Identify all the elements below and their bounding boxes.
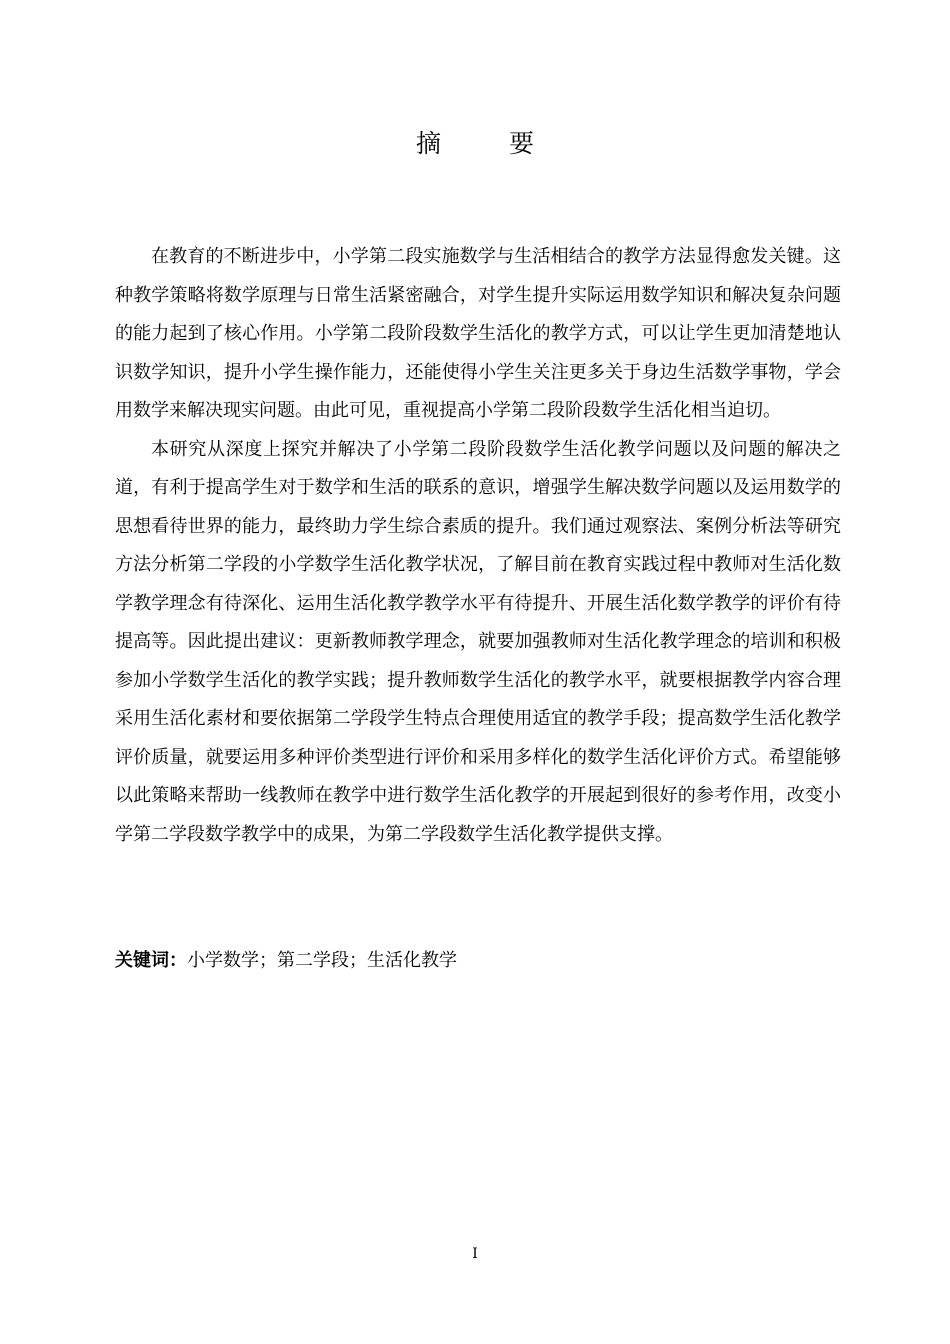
keywords-line [115,946,457,976]
abstract-paragraph: 在教育的不断进步中，小学第二段实施数学与生活相结合的教学方法显得愈发关键。这种教学策略将数学原理与日常生活紧密融合，对学生提升实际运用数学知识和解决复杂问题的能力起到了核心作用。小学第二段阶段数学生活化的教学方式，可以让学生更加清楚地认识数学知识，提升小学生操作能力，还能使得小学生关注更多关于身边生活数学事物，学会用数学来解决现实问题。由此可见，重视提高小学第二段阶段数学生活化相当迫切。 [115,246,841,421]
page-number: I [472,1246,478,1262]
keywords-text: 小学数学；第二学段；生活化教学 [187,950,457,971]
page-title: 摘 要 [416,129,564,158]
keywords-label: 关键词： [115,950,187,971]
abstract-body [115,238,841,854]
abstract-paragraph: 本研究从深度上探究并解决了小学第二段阶段数学生活化教学问题以及问题的解决之道，有利于提高学生对于数学和生活的联系的意识，增强学生解决数学问题以及运用数学的思想看待世界的能力，最终助力学生综合素质的提升。我们通过观察法、案例分析法等研究方法分析第二学段的小学数学生活化教学状况，了解目前在教育实践过程中教师对生活化数学教学理念有待深化、运用生活化教学教学水平有待提升、开展生活化数学教学的评价有待提高等。因此提出建议：更新教师教学理念，就要加强教师对生活化教学理念的培训和积极参加小学数学生活化的教学实践；提升教师数学生活化的教学水平，就要根据教学内容合理采用生活化素材和要依据第二学段学生特点合理使用适宜的教学手段；提高数学生活化教学评价质量，就要运用多种评价类型进行评价和采用多样化的数学生活化评价方式。希望能够以此策略来帮助一线教师在教学中进行数学生活化教学的开展起到很好的参考作用，改变小学第二学段数学教学中的成果，为第二学段数学生活化教学提供支撑。 [115,438,841,845]
